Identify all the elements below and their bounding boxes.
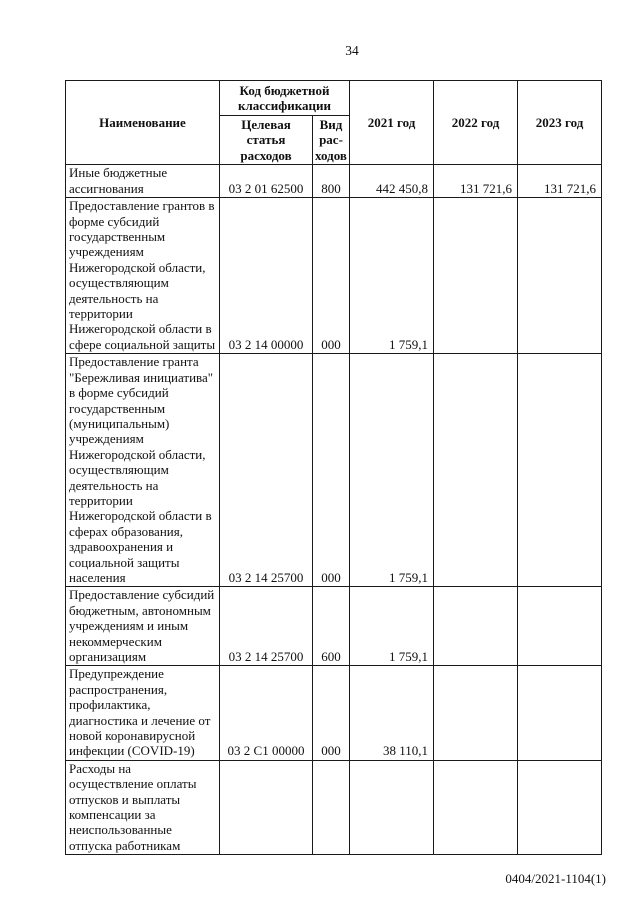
row-2022 (434, 198, 518, 354)
table-row (66, 666, 602, 760)
table-row (66, 354, 602, 587)
row-2021: 1 759,1 (350, 354, 434, 587)
table-row (66, 165, 602, 198)
row-2022 (434, 354, 518, 587)
row-2023 (518, 760, 602, 854)
row-code: 03 2 01 62500 (220, 165, 313, 198)
row-kind: 000 (313, 354, 350, 587)
row-kind: 000 (313, 198, 350, 354)
row-code: 03 2 14 25700 (220, 587, 313, 666)
table-row (66, 760, 602, 854)
row-name: Предоставление гранта "Бережливая инициатива" в форме субсидий государственным (муниципальным) учреждениям Нижегородской области, осуществляющим деятельность на территории Нижегородской области в сферах образования, здравоохранения и социальной защиты населения (66, 354, 220, 587)
row-2022 (434, 666, 518, 760)
row-code: 03 2 14 00000 (220, 198, 313, 354)
row-2023 (518, 666, 602, 760)
row-2022 (434, 760, 518, 854)
row-name: Расходы на осуществление оплаты отпусков и выплаты компенсации за неиспользованные отпуска работникам (66, 760, 220, 854)
row-2023 (518, 587, 602, 666)
row-2021: 1 759,1 (350, 587, 434, 666)
row-kind: 800 (313, 165, 350, 198)
row-2023: 131 721,6 (518, 165, 602, 198)
row-kind (313, 760, 350, 854)
row-2021: 1 759,1 (350, 198, 434, 354)
row-2021: 38 110,1 (350, 666, 434, 760)
row-code (220, 760, 313, 854)
header-target-article: Целевая статья расходов (220, 116, 313, 165)
row-kind: 600 (313, 587, 350, 666)
row-code: 03 2 14 25700 (220, 354, 313, 587)
row-2023 (518, 354, 602, 587)
row-2023 (518, 198, 602, 354)
table-row (66, 198, 602, 354)
row-name: Предупреждение распространения, профилактика, диагностика и лечение от новой коронавирусной инфекции (COVID-19) (66, 666, 220, 760)
header-kbk-group: Код бюджетной классификации (220, 81, 350, 116)
row-name: Иные бюджетные ассигнования (66, 165, 220, 198)
row-2021 (350, 760, 434, 854)
row-2022 (434, 587, 518, 666)
page-number: 34 (345, 43, 359, 58)
row-code: 03 2 С1 00000 (220, 666, 313, 760)
header-kind: Вид рас-ходов (313, 116, 350, 165)
table-header-row (66, 81, 602, 116)
header-2021: 2021 год (350, 81, 434, 165)
header-2023: 2023 год (518, 81, 602, 165)
budget-table (65, 80, 602, 855)
row-kind: 000 (313, 666, 350, 760)
row-name: Предоставление грантов в форме субсидий государственным учреждениям Нижегородской области, осуществляющим деятельность на территории Нижегородской области в сфере социальной защиты (66, 198, 220, 354)
table-row (66, 587, 602, 666)
header-2022: 2022 год (434, 81, 518, 165)
row-2021: 442 450,8 (350, 165, 434, 198)
document-id: 0404/2021-1104(1) (505, 871, 606, 886)
header-name: Наименование (66, 81, 220, 165)
row-2022: 131 721,6 (434, 165, 518, 198)
row-name: Предоставление субсидий бюджетным, автономным учреждениям и иным некоммерческим организациям (66, 587, 220, 666)
